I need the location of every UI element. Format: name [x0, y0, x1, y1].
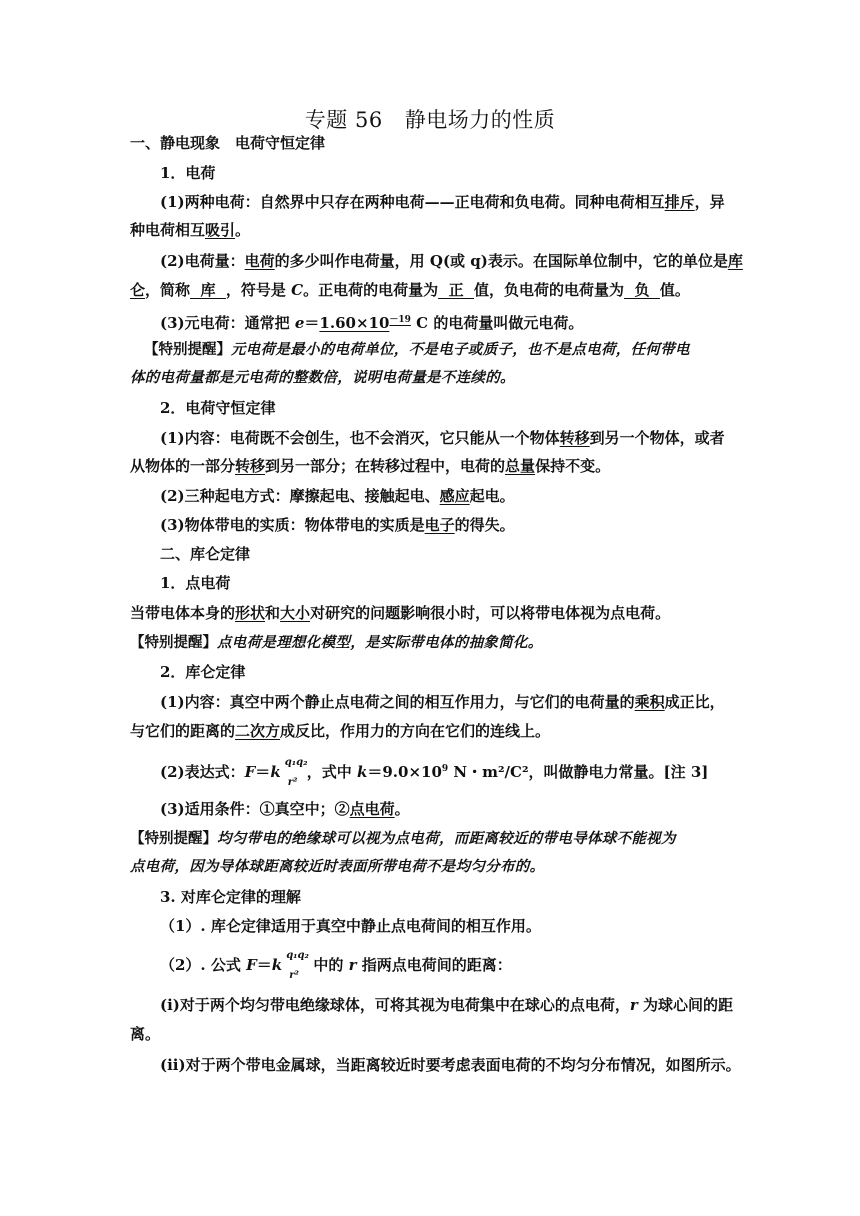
formula-line: (2)表达式：F＝k q₁q₂ r² ，式中 $k=9.0\times 10^9$ N・m²/C²，叫做静电力常量。[注 3]: [160, 757, 709, 788]
subheading-understanding: 3. 对库仑定律的理解: [160, 888, 301, 906]
paragraph-line: (ii)对于两个带电金属球，当距离较近时要考虑表面电荷的不均匀分布情况，如图所示。: [160, 1056, 741, 1074]
subheading-conservation: 2．电荷守恒定律: [160, 399, 276, 417]
subheading-coulomb-law: 2．库仑定律: [160, 663, 246, 681]
coulomb-fraction: q₁q₂ r²: [286, 950, 309, 981]
special-note-2: 【特别提醒】点电荷是理想化模型，是实际带电体的抽象简化。: [130, 634, 543, 651]
paragraph-line: (2)三种起电方式：摩擦起电、接触起电、感应起电。: [160, 487, 515, 505]
paragraph-line: (3)元电荷：通常把 $e=1.60\times 10^{-19}$ C 的电荷量叫做元电荷。: [160, 314, 584, 332]
paragraph-line: 从物体的一部分转移到另一部分；在转移过程中，电荷的总量保持不变。: [130, 457, 611, 475]
special-note-3-cont: 点电荷，因为导体球距离较近时表面所带电荷不是均匀分布的。: [130, 858, 545, 875]
special-note-1: 【特别提醒】元电荷是最小的电荷单位，不是电子或质子，也不是点电荷，任何带电: [144, 341, 690, 358]
paragraph-line: 与它们的距离的二次方成反比，作用力的方向在它们的连线上。: [130, 722, 551, 740]
paragraph-line: 离。: [130, 1025, 161, 1043]
paragraph-line: (1)两种电荷：自然界中只存在两种电荷——正电荷和负电荷。同种电荷相互排斥，异: [160, 193, 725, 211]
page-title: 专题 56 静电场力的性质: [304, 108, 556, 132]
special-note-3: 【特别提醒】均匀带电的绝缘球可以视为点电荷，而距离较近的带电导体球不能视为: [130, 830, 676, 847]
paragraph-line: (2)电荷量：电荷的多少叫作电荷量，用 Q(或 q)表示。在国际单位制中，它的单位是库: [160, 252, 743, 270]
special-note-1-cont: 体的电荷量都是元电荷的整数倍，说明电荷量是不连续的。: [130, 369, 515, 386]
formula-line: （2）. 公式 F＝k q₁q₂ r² 中的 r 指两点电荷间的距离：: [160, 950, 512, 981]
paragraph-line: (3)物体带电的实质：物体带电的实质是电子的得失。: [160, 516, 515, 534]
paragraph-line: (1)内容：电荷既不会创生，也不会消灭，它只能从一个物体转移到另一个物体，或者: [160, 429, 725, 447]
paragraph-line: 仑，简称 库 ，符号是 C。正电荷的电荷量为 正 值，负电荷的电荷量为 负 值。: [130, 281, 690, 299]
paragraph-line: （1）. 库仑定律适用于真空中静止点电荷间的相互作用。: [160, 917, 541, 935]
paragraph-line: 种电荷相互吸引。: [130, 221, 251, 239]
section-heading-1: 一、静电现象 电荷守恒定律: [130, 134, 326, 152]
paragraph-line: (1)内容：真空中两个静止点电荷之间的相互作用力，与它们的电荷量的乘积成正比，: [160, 693, 725, 711]
paragraph-line: (3)适用条件：①真空中；②点电荷。: [160, 800, 410, 818]
section-heading-2: 二、库仑定律: [160, 545, 251, 563]
paragraph-line: 当带电体本身的形状和大小对研究的问题影响很小时，可以将带电体视为点电荷。: [130, 604, 671, 622]
coulomb-fraction: q₁q₂ r²: [284, 757, 308, 788]
paragraph-line: (i)对于两个均匀带电绝缘球体，可将其视为电荷集中在球心的点电荷，r 为球心间的距: [160, 996, 734, 1014]
subheading-point-charge: 1．点电荷: [160, 574, 231, 592]
subheading-charge: 1．电荷: [160, 164, 216, 182]
